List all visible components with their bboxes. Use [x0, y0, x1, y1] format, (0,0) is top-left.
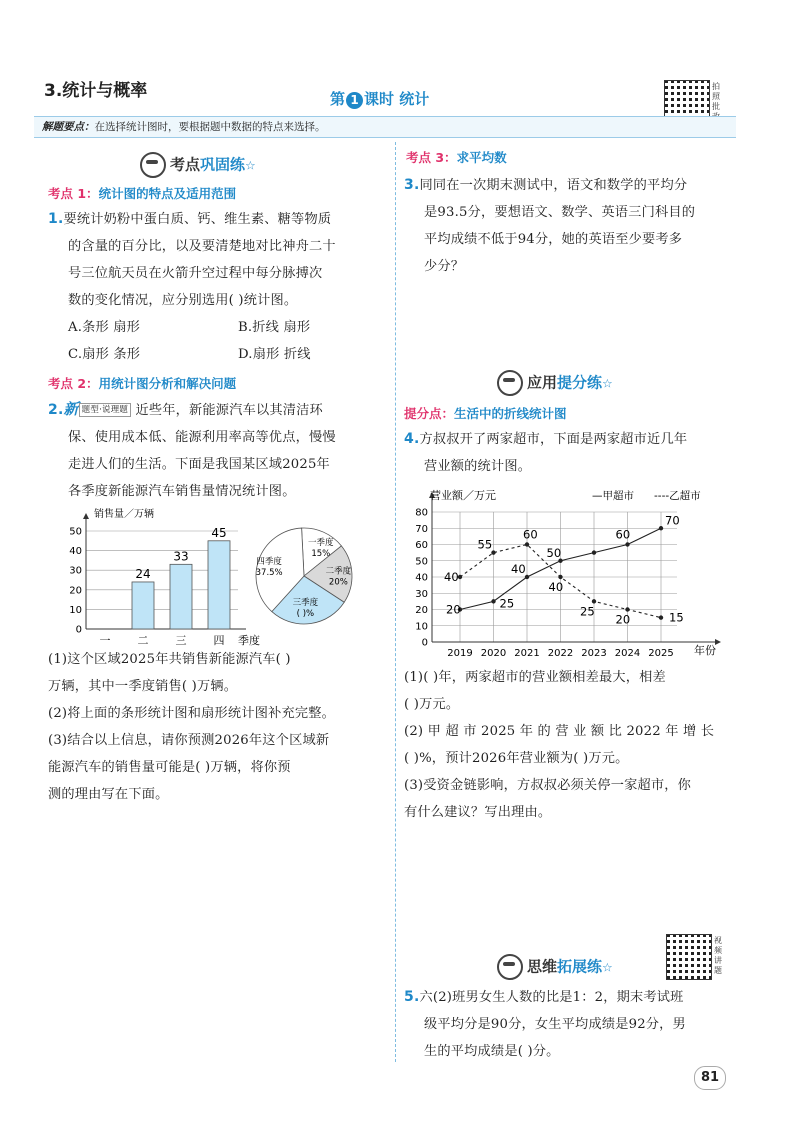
mascot-icon [497, 954, 523, 980]
question-1 [48, 206, 388, 368]
page-number: 81 [694, 1066, 726, 1090]
series-data-label: 40 [548, 580, 564, 594]
section-title-apply [497, 370, 613, 396]
section-title-a: 考点 [170, 155, 201, 174]
series-point [625, 542, 629, 546]
q3-line: 少分？ [424, 259, 465, 274]
q5-line: 六(2)班男女生人数的比是1：2，期末考试班 [419, 990, 684, 1005]
tips-bar [34, 116, 736, 138]
q2-sub: 能源汽车的销售量可能是( )万辆，将你预 [48, 760, 291, 775]
bar-category-label: 三 [175, 634, 187, 647]
point3-text: 求平均数 [456, 150, 507, 165]
series-data-label: 55 [477, 537, 493, 552]
mascot-icon [140, 152, 166, 178]
series-point [558, 575, 562, 579]
point4-heading [404, 404, 567, 422]
pie-slice-label: 四季度 [256, 557, 282, 568]
chapter-title: 3.统计与概率 [44, 81, 148, 101]
line-ytick-label: 10 [415, 621, 428, 633]
section-title-consolidate [140, 152, 256, 178]
q2-sub: (3)结合以上信息，请你预测2026年这个区域新 [48, 733, 330, 748]
point1-heading [48, 184, 236, 202]
q5-line: 生的平均成绩是( )分。 [424, 1044, 560, 1059]
bar-category-label: 二 [137, 634, 149, 647]
qr-code-icon[interactable] [666, 934, 712, 980]
pie-slice-label: 一季度 [308, 537, 334, 548]
point2-heading [48, 374, 236, 392]
pie-slice-value: 15% [311, 548, 331, 559]
line-chart [404, 482, 724, 664]
bar-chart-xlabel: 季度 [238, 634, 260, 647]
question-4 [404, 426, 744, 480]
series-data-label: 50 [546, 545, 562, 560]
section3-title-b: 拓展练 [557, 957, 603, 976]
section2-title-a: 应用 [527, 373, 558, 392]
point4-label: 提分点： [404, 406, 455, 421]
q2-line: 各季度新能源汽车销售量情况统计图。 [68, 484, 296, 499]
q4-sub: (2) 甲 超 市 2025 年 的 营 业 额 比 2022 年 增 长 [404, 724, 715, 739]
series-data-label: 20 [615, 612, 631, 627]
section2-title-b: 提分练 [557, 373, 603, 392]
series-data-label: 40 [444, 570, 459, 584]
q2-sub: (1)这个区域2025年共销售新能源汽车( ) [48, 652, 291, 667]
question-type-tag: 题型·说理题 [79, 403, 131, 417]
q4-sub: ( )%，预计2026年营业额为( )万元。 [404, 751, 629, 766]
star-icon: ☆ [602, 960, 613, 975]
column-divider [395, 142, 396, 1062]
series-data-label: 15 [669, 610, 684, 625]
series-data-label: 70 [665, 513, 680, 528]
tips-label: 解题要点： [42, 121, 95, 133]
bar-ytick-label: 40 [69, 546, 82, 558]
q1-number: 1. [48, 211, 64, 227]
lesson-prefix: 第 [330, 90, 346, 108]
q4-sub: ( )万元。 [404, 697, 460, 712]
bar-chart [56, 505, 271, 655]
q1-option-c[interactable]: C.扇形 条形 [68, 347, 141, 362]
line-ytick-label: 40 [415, 572, 428, 584]
bar-category-label: 一 [99, 634, 111, 647]
pie-slice-value: 20% [328, 577, 348, 588]
line-chart-xlabel: 年份 [694, 644, 716, 657]
qr2-label: 视频讲题 [714, 936, 722, 975]
line-ytick-label: 50 [415, 556, 428, 568]
series-point [491, 599, 495, 603]
line-xtick-label: 2023 [581, 648, 607, 659]
point1-text: 统计图的特点及适用范围 [98, 186, 237, 201]
pie-chart [252, 524, 356, 628]
q4-sub: (3)受资金链影响，方叔叔必须关停一家超市，你 [404, 778, 692, 793]
q3-line: 平均成绩不低于94分，她的英语至少要考多 [424, 232, 683, 247]
series-data-label: 25 [499, 596, 515, 611]
tips-text: 在选择统计图时，要根据题中数据的特点来选择。 [94, 121, 326, 133]
point2-label: 考点 2： [48, 376, 99, 391]
line-ytick-label: 20 [415, 605, 428, 616]
bar [132, 582, 154, 629]
series-data-label: 20 [446, 602, 461, 617]
bar [208, 541, 230, 629]
bar [170, 564, 192, 629]
q2-line: 保、使用成本低、能源利用率高等优点，慢慢 [68, 430, 336, 445]
bar-ytick-label: 10 [69, 604, 82, 616]
point4-text: 生活中的折线统计图 [454, 406, 567, 421]
q2-sub: 万辆，其中一季度销售( )万辆。 [48, 679, 238, 694]
q1-option-b[interactable]: B.折线 扇形 [238, 320, 311, 335]
line-xtick-label: 2022 [547, 648, 574, 659]
q2-sub: 测的理由写在下面。 [48, 787, 169, 802]
q1-line: 要统计奶粉中蛋白质、钙、维生素、糖等物质 [63, 212, 332, 227]
q1-line: 号三位航天员在火箭升空过程中每分脉搏次 [68, 266, 323, 281]
line-xtick-label: 2019 [447, 648, 473, 659]
section-title-b: 巩固练 [200, 155, 246, 174]
line-ytick-label: 80 [415, 507, 428, 519]
series-data-label: 60 [523, 527, 538, 542]
line-ytick-label: 70 [415, 523, 428, 535]
legend-series-a: —甲超市 [592, 490, 634, 502]
series-point [659, 526, 663, 530]
pie-slice-value: ( )% [296, 609, 315, 620]
line-chart-ylabel: 营业额／万元 [430, 489, 496, 502]
section-title-extend [497, 954, 613, 980]
bar-ytick-label: 0 [75, 624, 82, 636]
qr-label: 拍照批 [712, 82, 720, 111]
bar-y-axis-arrow [83, 513, 89, 519]
point3-label: 考点 3： [406, 150, 457, 165]
q1-option-d[interactable]: D.扇形 折线 [238, 347, 311, 362]
q5-line: 级平均分是90分，女生平均成绩是92分，男 [424, 1017, 686, 1032]
q2-line: 走进人们的生活。下面是我国某区域2025年 [68, 457, 330, 472]
q4-number: 4. [404, 431, 420, 447]
line-xtick-label: 2020 [480, 648, 507, 659]
question-2 [48, 396, 388, 505]
bar-ytick-label: 30 [69, 565, 82, 577]
bar-ytick-label: 50 [69, 526, 82, 538]
question-3 [404, 172, 744, 280]
q1-option-a[interactable]: A.条形 扇形 [68, 320, 141, 335]
series-data-label: 60 [615, 527, 631, 542]
line-ytick-label: 60 [415, 540, 428, 551]
q3-number: 3. [404, 177, 420, 193]
pie-chart-slices [256, 528, 352, 624]
bar-chart-ylabel: 销售量／万辆 [94, 509, 154, 520]
lesson-title [330, 88, 429, 109]
pie-slice-label: 三季度 [292, 598, 319, 609]
line-xtick-label: 2021 [514, 648, 540, 659]
bar-data-label: 24 [135, 566, 151, 581]
q5-number: 5. [404, 989, 420, 1005]
star-icon: ☆ [602, 376, 613, 391]
point1-label: 考点 1： [48, 186, 99, 201]
point3-heading [406, 148, 507, 166]
question-5 [404, 984, 744, 1065]
series-point [625, 607, 629, 611]
q2-number: 2. [48, 402, 64, 418]
q4-line: 方叔叔开了两家超市，下面是两家超市近几年 [419, 432, 688, 447]
bar-category-label: 四 [213, 634, 225, 647]
q1-line: 数的变化情况，应分别选用( )统计图。 [68, 293, 298, 308]
series-point [659, 615, 663, 619]
line-ytick-label: 0 [421, 637, 428, 649]
q3-line: 同同在一次期末测试中，语文和数学的平均分 [419, 178, 688, 193]
lesson-number-badge: 1 [346, 92, 363, 109]
bar-data-label: 45 [211, 525, 227, 540]
mascot-icon [497, 370, 523, 396]
new-tag: 新 [63, 400, 79, 418]
bar-ytick-label: 20 [69, 585, 82, 597]
series-data-label: 25 [580, 604, 595, 619]
pie-slice-label: 二季度 [325, 566, 352, 577]
q4-line: 营业额的统计图。 [424, 459, 532, 474]
pie-slice-value: 37.5% [255, 568, 283, 579]
legend-series-b: ----乙超市 [654, 490, 701, 502]
q2-sub: (2)将上面的条形统计图和扇形统计图补充完整。 [48, 706, 336, 721]
lesson-name: 课时 统计 [364, 90, 430, 108]
section3-title-a: 思维 [527, 957, 558, 976]
line-xtick-label: 2025 [648, 648, 674, 659]
q4-sub: (1)( )年，两家超市的营业额相差最大，相差 [404, 670, 666, 685]
series-point [525, 542, 529, 546]
series-data-label: 40 [511, 562, 526, 576]
point2-text: 用统计图分析和解决问题 [98, 376, 237, 391]
q1-line: 的含量的百分比，以及要清楚地对比神舟二十 [68, 239, 336, 254]
bar-data-label: 33 [173, 549, 189, 564]
series-point [592, 599, 596, 603]
question-4-subquestions [404, 664, 749, 826]
star-icon: ☆ [245, 158, 256, 173]
question-2-subquestions [48, 646, 393, 808]
series-point [592, 550, 596, 554]
q3-line: 是93.5分，要想语文、数学、英语三门科目的 [424, 205, 696, 220]
line-xtick-label: 2024 [614, 648, 641, 659]
line-ytick-label: 30 [415, 588, 428, 600]
q2-line: 近些年，新能源汽车以其清洁环 [135, 403, 323, 418]
q4-sub: 有什么建议？写出理由。 [404, 805, 552, 820]
